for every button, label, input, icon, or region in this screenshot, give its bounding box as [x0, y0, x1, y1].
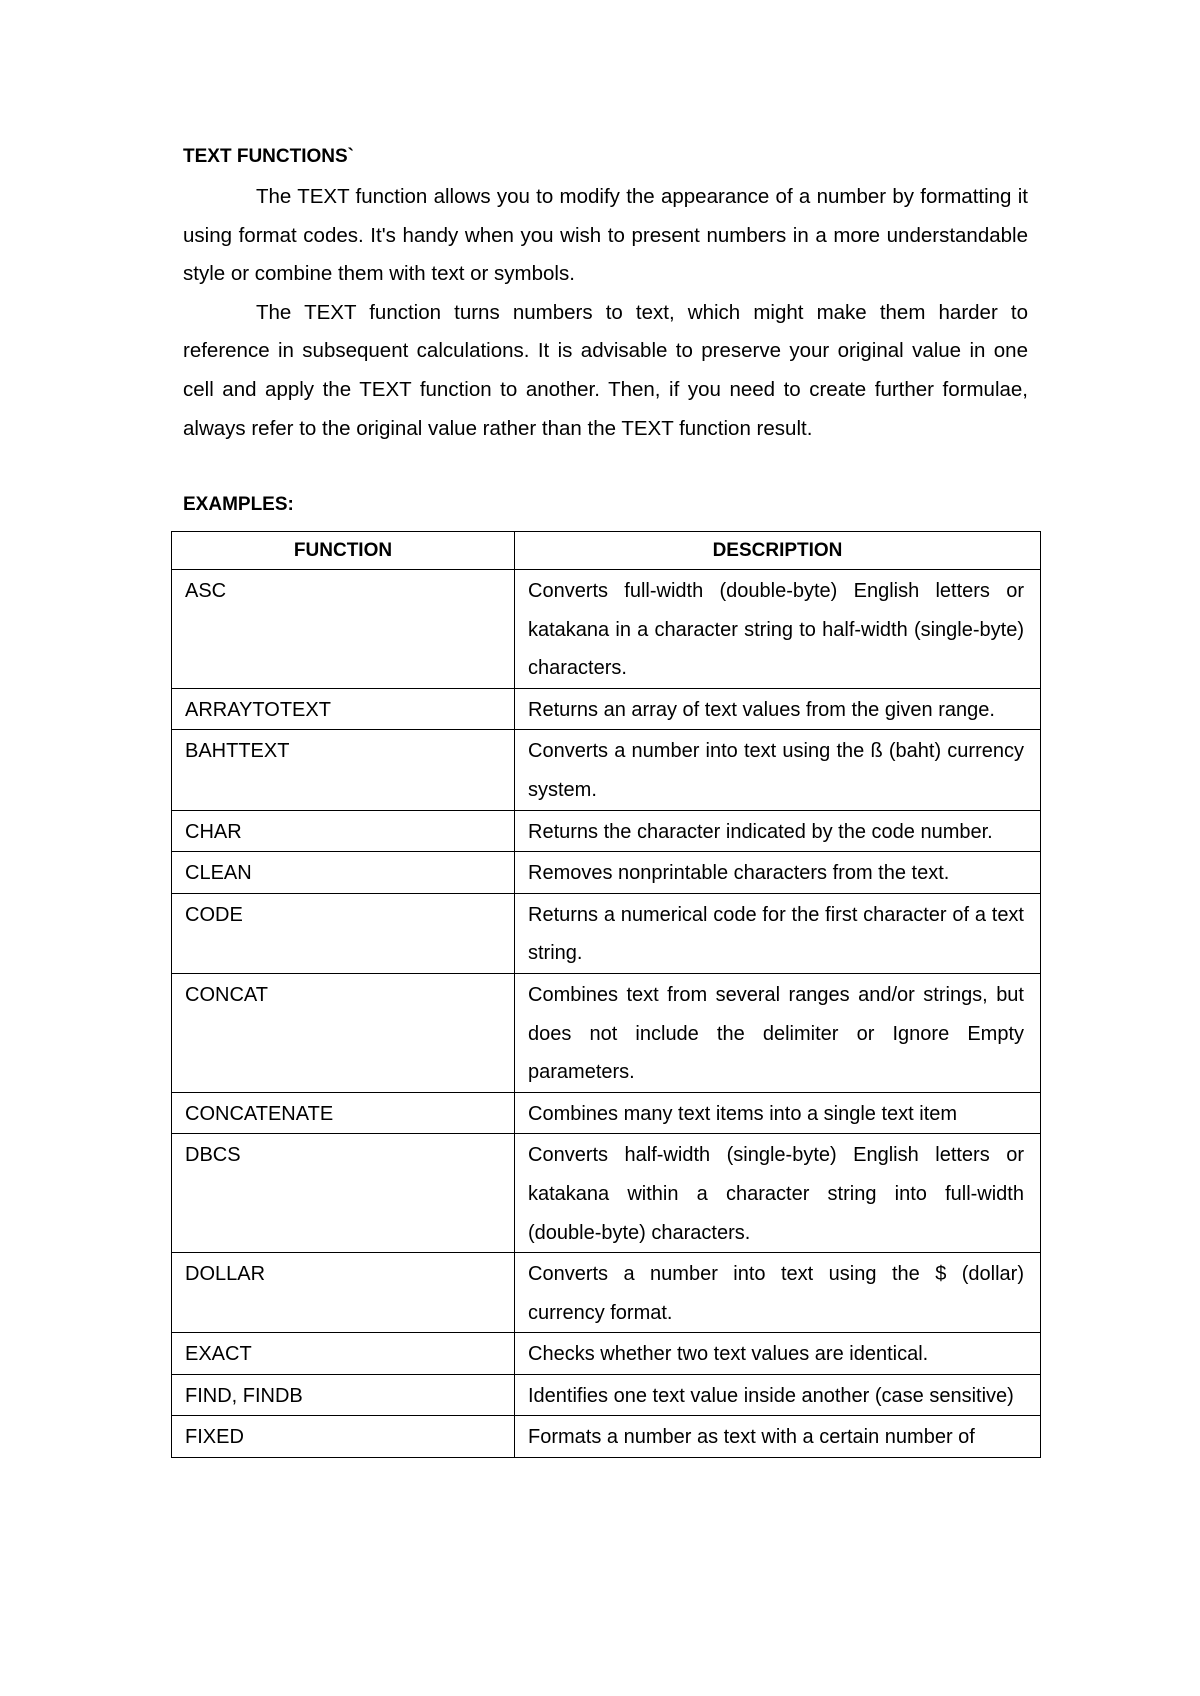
table-row [172, 1416, 1041, 1458]
paragraph: The TEXT function allows you to modify the appearance of a number by formatting it using format codes. It's handy when you wish to present numbers in a more understandable style or combine them with text or symbols. [183, 185, 1028, 286]
function-description: Combines many text items into a single text item [515, 1092, 1041, 1134]
function-description: Returns a numerical code for the first character of a text string. [515, 893, 1041, 973]
function-name: ARRAYTOTEXT [172, 688, 515, 730]
function-description: Returns the character indicated by the code number. [515, 810, 1041, 852]
function-name: CONCAT [172, 973, 515, 1092]
function-name: FIXED [172, 1416, 515, 1458]
functions-table [171, 531, 1041, 1458]
table-row [172, 893, 1041, 973]
function-name: FIND, FINDB [172, 1374, 515, 1416]
table-row [172, 1253, 1041, 1333]
function-description: Formats a number as text with a certain number of [515, 1416, 1041, 1458]
function-description: Checks whether two text values are identical. [515, 1333, 1041, 1375]
function-name: CONCATENATE [172, 1092, 515, 1134]
paragraph: The TEXT function turns numbers to text, which might make them harder to reference in subsequent calculations. It is advisable to preserve your original value in one cell and apply the TEXT function to another. Then, if you need to create further formulae, always refer to the original value rather than the TEXT function result. [183, 300, 1028, 440]
table-row [172, 1374, 1041, 1416]
function-name: CLEAN [172, 852, 515, 894]
function-description: Returns an array of text values from the given range. [515, 688, 1041, 730]
table-row [172, 1134, 1041, 1253]
function-description: Removes nonprintable characters from the text. [515, 852, 1041, 894]
page-title: TEXT FUNCTIONS` [183, 146, 354, 167]
function-name: CHAR [172, 810, 515, 852]
function-name: DBCS [172, 1134, 515, 1253]
function-name: BAHTTEXT [172, 730, 515, 810]
function-name: ASC [172, 570, 515, 689]
column-header-function: FUNCTION [172, 532, 515, 570]
function-description: Combines text from several ranges and/or strings, but does not include the delimiter or Ignore Empty parameters. [515, 973, 1041, 1092]
table-row [172, 730, 1041, 810]
function-description: Identifies one text value inside another (case sensitive) [515, 1374, 1041, 1416]
function-description: Converts half-width (single-byte) English letters or katakana within a character string into full-width (double-byte) characters. [515, 1134, 1041, 1253]
function-name: EXACT [172, 1333, 515, 1375]
table-row [172, 688, 1041, 730]
examples-heading: EXAMPLES: [183, 494, 294, 515]
column-header-description: DESCRIPTION [515, 532, 1041, 570]
function-name: CODE [172, 893, 515, 973]
function-description: Converts full-width (double-byte) English letters or katakana in a character string to half-width (single-byte) characters. [515, 570, 1041, 689]
table-row [172, 570, 1041, 689]
table-row [172, 1092, 1041, 1134]
table-header-row [172, 532, 1041, 570]
function-description: Converts a number into text using the ß (baht) currency system. [515, 730, 1041, 810]
function-description: Converts a number into text using the $ (dollar) currency format. [515, 1253, 1041, 1333]
table-row [172, 1333, 1041, 1375]
function-name: DOLLAR [172, 1253, 515, 1333]
intro-text [183, 178, 1028, 448]
table-row [172, 973, 1041, 1092]
table-row [172, 852, 1041, 894]
table-row [172, 810, 1041, 852]
